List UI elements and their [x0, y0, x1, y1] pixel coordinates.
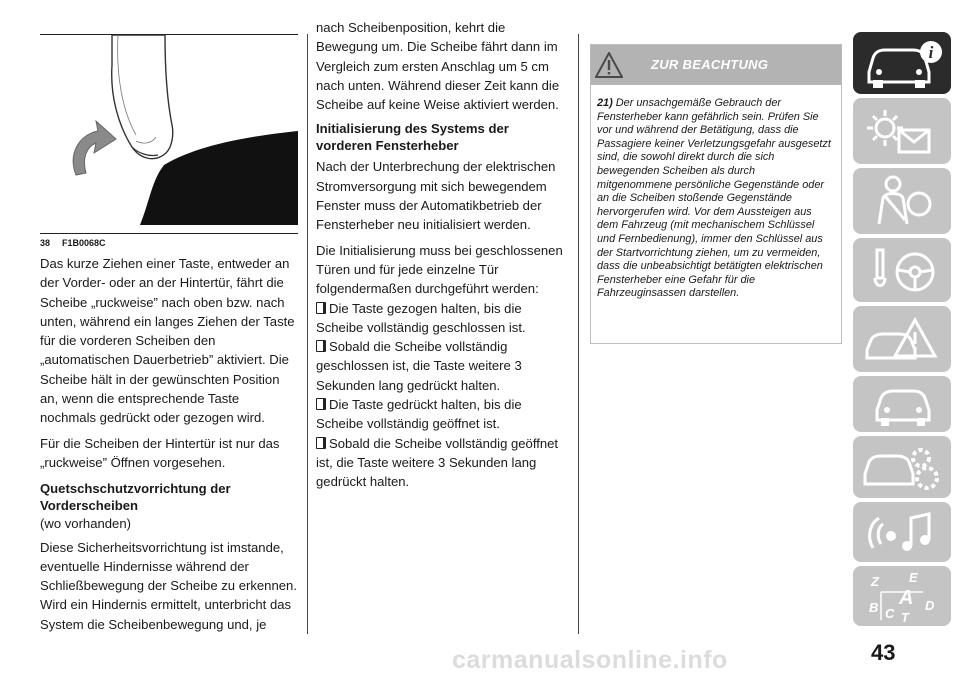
- paragraph: Das kurze Ziehen einer Taste, entweder an der Vorder- oder an der Hintertür, fährt die Scheibe „ruckweise” nach oben bzw. nach unten, während ein langes Ziehen der Taste für die vorderen Scheiben den „automatischen Dauerbetrieb” aktiviert. Die Scheibe hält in der gewünschten Position an, wenn die entsprechende Taste nochmals gedrückt oder gezogen wird.: [40, 256, 295, 426]
- tab-emergency[interactable]: [853, 306, 951, 372]
- bullet-icon: [316, 398, 326, 410]
- text-column-2: [316, 18, 568, 492]
- roadside-emergency-icon: [853, 306, 951, 372]
- paragraph: Die Initialisierung muss bei geschlossenen Türen und für jede einzelne Tür folgendermaßen durchgeführt werden:: [316, 242, 563, 297]
- car-service-icon: [853, 376, 951, 432]
- watermark: carmanualsonline.info: [452, 646, 728, 674]
- column-divider: [307, 34, 308, 634]
- bullet-icon: [316, 437, 326, 449]
- tab-index[interactable]: [853, 566, 951, 626]
- figure-page-ref: 38: [40, 238, 51, 248]
- seatbelt-airbag-icon: [853, 168, 951, 234]
- section-heading: Quetschschutzvorrichtung der Vorderscheiben: [40, 481, 231, 514]
- svg-text:C: C: [885, 606, 895, 621]
- bullet-icon: [316, 302, 326, 314]
- car-gears-icon: [853, 436, 951, 498]
- svg-text:D: D: [925, 598, 935, 613]
- warning-lights-icon: [853, 98, 951, 164]
- illustration-window-switch: [40, 34, 298, 234]
- tab-technical-data[interactable]: [853, 436, 951, 498]
- list-item: Sobald die Scheibe vollständig geschlossen ist, die Taste weitere 3 Sekunden lang gedrückt halten.: [316, 339, 522, 393]
- text-column-1: [40, 254, 298, 640]
- multimedia-icon: [853, 502, 951, 562]
- heading-note: (wo vorhanden): [40, 516, 131, 532]
- tab-warning-lights[interactable]: [853, 98, 951, 164]
- svg-text:T: T: [901, 610, 909, 625]
- car-info-icon: [853, 32, 951, 94]
- notice-header: [591, 45, 841, 85]
- tab-car-info[interactable]: [853, 32, 951, 94]
- notice-number: 21): [597, 97, 613, 109]
- notice-title: ZUR BEACHTUNG: [651, 57, 769, 72]
- key-steering-wheel-icon: [853, 238, 951, 302]
- paragraph: Für die Scheiben der Hintertür ist nur das „ruckweise” Öffnen vorgesehen.: [40, 435, 280, 470]
- svg-text:B: B: [869, 600, 879, 615]
- page-number: 43: [871, 640, 896, 665]
- finger-pull-switch-illustration: [40, 35, 298, 233]
- svg-text:Z: Z: [871, 574, 879, 589]
- paragraph: nach Scheibenposition, kehrt die Bewegung um. Die Scheibe fährt dann im Vergleich zum ersten Anschlag um 5 cm nach unten. Während dieser Zeit kann die Scheibe auf keine Weise aktiviert werden.: [316, 20, 560, 113]
- list-item: Die Taste gedrückt halten, bis die Scheibe vollständig geöffnet ist.: [316, 397, 522, 432]
- paragraph: Diese Sicherheitsvorrichtung ist imstande, eventuelle Hindernisse während der Schließbewegung der Scheibe zu erkennen. Wird ein Hindernis ermittelt, unterbricht das System die Scheibenbewegung und, je: [40, 539, 297, 632]
- svg-text:i: i: [928, 43, 934, 62]
- figure-caption: [40, 238, 298, 248]
- tab-service[interactable]: [853, 376, 951, 432]
- paragraph: Nach der Unterbrechung der elektrischen Stromversorgung mit sich bewegendem Fenster muss der Automatikbetrieb der Fensterheber neu initialisiert werden.: [316, 159, 556, 233]
- notice-text: Der unsachgemäße Gebrauch der Fensterheber kann gefährlich sein. Prüfen Sie vor und während der Betätigung, dass die Passagiere keiner Verletzungsgefahr ausgesetzt sind, die sowohl direkt durch die sich bewegenden Scheiben als durch mitgenommene persönliche Gegenstände oder an die Scheiben stoßende Gegenstände hervorgerufen wird. Vor dem Aussteigen aus dem Fahrzeug (mit mechanischem Schlüssel und Fernbedienung), immer den Schlüssel aus der Startvorrichtung ziehen, um zu vermeiden, dass die unbeabsichtigt betätigten elektrischen Fensterheber eine Gefahr für die Fahrzeuginsassen darstellen.: [597, 97, 831, 300]
- tab-multimedia[interactable]: [853, 502, 951, 562]
- svg-text:A: A: [899, 587, 914, 609]
- warning-triangle-icon: [595, 52, 623, 78]
- section-heading: Initialisierung des Systems der vorderen Fensterheber: [316, 121, 509, 154]
- notice-body: [591, 85, 841, 301]
- svg-text:E: E: [909, 570, 918, 585]
- tab-starting-driving[interactable]: [853, 238, 951, 302]
- figure-code: F1B0068C: [62, 238, 106, 248]
- list-item: Die Taste gezogen halten, bis die Scheibe vollständig geschlossen ist.: [316, 300, 526, 335]
- bullet-icon: [316, 340, 326, 352]
- warning-notice: [590, 44, 842, 344]
- tab-safety[interactable]: [853, 168, 951, 234]
- list-item: Sobald die Scheibe vollständig geöffnet ist, die Taste weitere 3 Sekunden lang gedrückt halten.: [316, 435, 559, 490]
- alphabetical-index-icon: [853, 566, 951, 626]
- column-divider: [578, 34, 579, 634]
